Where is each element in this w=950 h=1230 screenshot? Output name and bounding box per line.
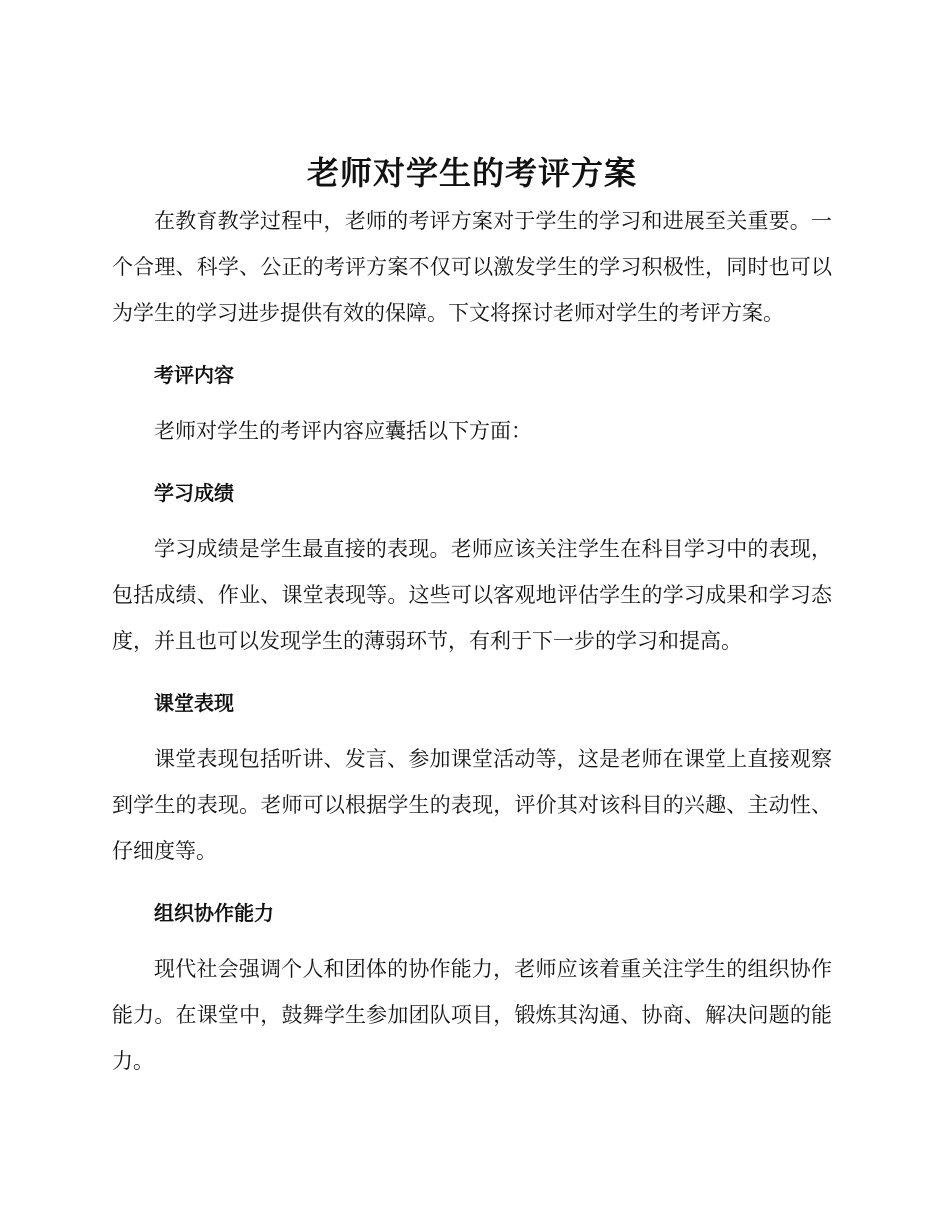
section-gap <box>112 336 832 346</box>
subsection-paragraph-collaboration: 现代社会强调个人和团体的协作能力，老师应该着重关注学生的组织协作能力。在课堂中，鼓舞学生参加团队项目，锻炼其沟通、协商、解决问题的能力。 <box>112 957 832 1073</box>
document-title: 老师对学生的考评方案 <box>306 154 637 192</box>
section-gap <box>112 874 832 884</box>
subsection-paragraph-classroom: 课堂表现包括听讲、发言、参加课堂活动等，这是老师在课堂上直接观察到学生的表现。老师可以根据学生的表现，评价其对该科目的兴趣、主动性、仔细度等。 <box>112 747 832 863</box>
section-intro-paragraph: 老师对学生的考评内容应囊括以下方面： <box>154 419 532 443</box>
intro-paragraph: 在教育教学过程中，老师的考评方案对于学生的学习和进展至关重要。一个合理、科学、公正的考评方案不仅可以激发学生的学习积极性，同时也可以为学生的学习进步提供有效的保障。下文将探讨老师对学生的考评方案。 <box>112 209 832 325</box>
subsection-heading-grades: 学习成绩 <box>154 481 234 505</box>
subsection-heading-classroom: 课堂表现 <box>154 691 234 715</box>
subsection-paragraph-grades: 学习成绩是学生最直接的表现。老师应该关注学生在科目学习中的表现，包括成绩、作业、课堂表现等。这些可以客观地评估学生的学习成果和学习态度，并且也可以发现学生的薄弱环节，有利于下一步的学习和提高。 <box>112 537 832 653</box>
section-heading: 考评内容 <box>154 363 234 387</box>
document-content <box>112 148 832 1084</box>
subsection-heading-collaboration: 组织协作能力 <box>154 901 274 925</box>
section-gap <box>112 454 832 464</box>
section-gap <box>112 664 832 674</box>
